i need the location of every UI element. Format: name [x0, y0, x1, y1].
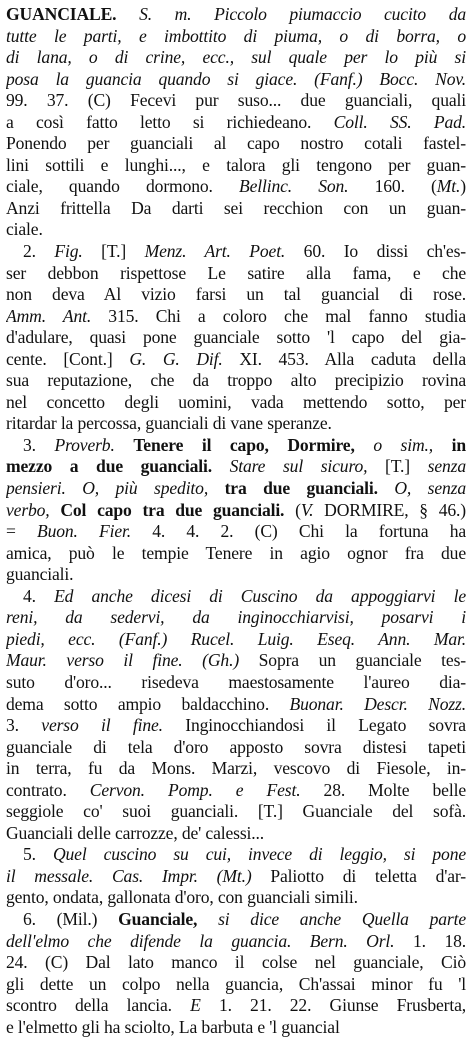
text-line: [6, 241, 466, 263]
text-line: [6, 694, 466, 716]
text-run: [208, 478, 225, 498]
text-line: [6, 349, 466, 371]
text-line: [6, 909, 466, 931]
text-line: [6, 306, 466, 328]
headword: GUANCIALE.: [6, 4, 117, 24]
text-run: Ed anche dicesi di Cuscino da appoggiarvi le: [54, 585, 466, 606]
text-run: 99. 37. (C) Fecevi pur suso... due guanciali, quali: [6, 90, 466, 111]
text-run: Guanciale,: [118, 908, 198, 929]
text-run: tra due guanciali.: [224, 478, 378, 499]
text-line: [6, 90, 466, 112]
text-run: DORMIRE, § 46.): [313, 499, 466, 520]
text-run: [378, 478, 395, 498]
text-run: scontro della lancia.: [6, 995, 191, 1016]
text-run: G. G. Dif.: [129, 348, 223, 369]
text-line: [6, 715, 466, 737]
text-run: Maur. verso il fine. (Gh.): [6, 650, 240, 671]
text-run: Menz. Art. Poet.: [144, 241, 286, 262]
text-run: a così fatto letto si richiedeano.: [6, 111, 334, 132]
text-run: Bellinc. Son.: [238, 176, 349, 197]
text-run: 24. (C) Dal lato manco il colse nel guanciale, Ciò: [6, 952, 466, 973]
text-line: [6, 26, 466, 48]
text-run: reni, da sedervi, da inginocchiarvisi, posarvi i: [6, 607, 466, 628]
text-run: S. m. Piccolo piumaccio cucito da: [139, 4, 466, 24]
text-line: [6, 521, 466, 543]
text-run: pensieri. O, più spedito,: [6, 478, 209, 499]
text-run: Mt.: [436, 176, 461, 197]
text-run: Proverb.: [54, 434, 115, 455]
text-line: [6, 370, 466, 392]
text-run: suto d'oro... risedeva maestosamente l'aureo dia-: [6, 671, 466, 692]
text-run: guanciale di tela d'oro apposto sovra distesi tapeti: [6, 736, 466, 757]
text-run: Fig.: [54, 241, 83, 262]
text-line: [6, 155, 466, 177]
text-run: ser debbon rispettose Le satire alla fama, e che: [6, 262, 466, 283]
text-run: il messale. Cas. Impr. (Mt.): [6, 865, 252, 886]
text-line: [6, 263, 466, 285]
text-line: [6, 737, 466, 759]
text-line: [6, 564, 466, 586]
text-run: dell'elmo che difende la guancia. Bern. Orl.: [6, 930, 395, 951]
text-line: [6, 284, 466, 306]
text-run: sua reputazione, che da troppo alto precipizio rovina: [6, 370, 466, 391]
text-run: [T.]: [82, 241, 145, 262]
text-run: ciale, quando dormono.: [6, 176, 239, 197]
text-line: [6, 931, 466, 953]
text-run: nel concetto degli uomini, vada mettendo sotto, per: [6, 391, 466, 412]
text-run: Cervon. Pomp. e Fest.: [89, 779, 301, 800]
text-run: amica, può le tempie Tenere in agio ognor fra due: [6, 542, 466, 563]
text-run: Sopra un guanciale tes-: [239, 650, 466, 671]
text-run: 160. (: [348, 176, 437, 197]
text-run: verbo,: [6, 499, 50, 520]
text-line: [6, 586, 466, 608]
text-line: [6, 866, 466, 888]
text-run: gli dette un colpo nella guancia, Ch'assai minor fu 'l: [6, 973, 466, 994]
text-run: 6. (Mil.): [23, 908, 119, 929]
text-run: [116, 4, 139, 24]
text-run: (: [284, 499, 301, 520]
text-run: o sim.,: [373, 434, 434, 455]
text-run: [212, 456, 230, 476]
text-line: [6, 69, 466, 91]
text-run: Col capo tra due guanciali.: [60, 499, 285, 520]
text-run: Buonar. Descr. Nozz.: [289, 693, 466, 714]
text-line: [6, 219, 466, 241]
text-run: ciale.: [6, 219, 43, 240]
text-run: e l'elmetto gli ha sciolto, La barbuta e 'l guancial: [6, 1016, 340, 1037]
text-line: [6, 650, 466, 672]
text-run: Paliotto di teletta d'ar-: [251, 865, 466, 886]
text-line: [6, 198, 466, 220]
text-run: piedi, ecc. (Fanf.) Rucel. Luig. Eseq. Ann. Mar.: [6, 628, 466, 649]
text-run: Inginocchiandosi il Legato sovra: [162, 715, 466, 736]
text-run: Anzi frittella Da darti sei recchion con un guan-: [6, 197, 466, 218]
text-run: ritardar la percossa, guanciali di vane speranze.: [6, 413, 332, 434]
text-line: [6, 543, 466, 565]
text-line: [6, 176, 466, 198]
text-line: [6, 823, 466, 845]
text-run: Quel cuscino su cui, invece di leggio, si pone: [52, 844, 466, 865]
text-run: Amm. Ant.: [6, 305, 92, 326]
text-run: gento, ondata, gallonata d'oro, con guanciali simili.: [6, 887, 358, 908]
text-line: [6, 758, 466, 780]
text-line: [6, 456, 466, 478]
text-run: mezzo a due guanciali.: [6, 456, 212, 477]
text-run: 2.: [23, 241, 55, 262]
text-line: [6, 327, 466, 349]
text-line: [6, 801, 466, 823]
text-run: 28. Molte belle: [300, 779, 466, 800]
text-run: guanciali.: [6, 564, 74, 585]
text-run: XI. 453. Alla caduta della: [222, 348, 466, 369]
dictionary-entry-guanciale: [6, 4, 466, 1038]
text-run: dema sotto ampio baldacchino.: [6, 693, 290, 714]
text-run: 3.: [6, 715, 42, 736]
text-line: [6, 1017, 466, 1038]
text-line: [6, 133, 466, 155]
text-run: Ponendo per guanciali al capo nostro cotali fastel-: [6, 133, 466, 154]
text-line: [6, 47, 466, 69]
text-run: posa la guancia quando si giace. (Fanf.) Bocc. Nov.: [6, 68, 466, 89]
text-line: [6, 952, 466, 974]
text-line: [6, 629, 466, 651]
text-run: [50, 500, 61, 520]
text-run: E: [190, 995, 201, 1016]
text-run: Buon. Fier.: [37, 521, 132, 542]
text-run: lini sottili e lunghi..., e talora gli tengono per guan-: [6, 154, 466, 175]
text-line: [6, 478, 466, 500]
text-run: verso il fine.: [41, 715, 163, 736]
text-run: [433, 435, 452, 455]
text-line: [6, 435, 466, 457]
text-line: [6, 844, 466, 866]
text-run: contrato.: [6, 779, 90, 800]
text-run: 4.: [23, 585, 55, 606]
text-line: [6, 887, 466, 909]
text-run: 4. 4. 2. (C) Chi la fortuna ha: [131, 521, 466, 542]
text-run: cente. [Cont.]: [6, 348, 130, 369]
text-run: di lana, o di crine, ecc., sul quale per lo più si: [6, 47, 466, 68]
text-line: [6, 974, 466, 996]
text-run: in terra, fu da Mons. Marzi, vescovo di Fiesole, in-: [6, 758, 466, 779]
text-line: [6, 607, 466, 629]
text-run: [197, 909, 218, 929]
text-run: 1. 18.: [394, 930, 466, 951]
text-run: si dice anche Quella parte: [218, 908, 466, 929]
text-run: tutte le parti, e imbottito di piuma, o di borra, o: [6, 25, 466, 46]
text-run: Stare sul sicuro,: [229, 456, 368, 477]
text-run: Tenere il capo, Dormire,: [133, 434, 355, 455]
text-run: non deva Al vizio farsi un tal guancial di rose.: [6, 284, 466, 305]
text-run: 5.: [23, 844, 53, 865]
text-run: 1. 21. 22. Giunse Frusberta,: [200, 995, 466, 1016]
text-run: 3.: [23, 434, 55, 455]
text-run: in: [451, 434, 466, 455]
text-line: [6, 392, 466, 414]
text-run: ): [460, 176, 466, 197]
text-line: [6, 995, 466, 1017]
text-run: =: [6, 521, 38, 542]
text-run: O, senza: [394, 478, 466, 499]
text-line: [6, 780, 466, 802]
text-run: d'adulare, quasi pone guanciale sotto 'l capo del gia-: [6, 327, 466, 348]
text-line: [6, 500, 466, 522]
text-run: seggiole co' suoi guanciali. [T.] Guanciale del sofà.: [6, 801, 466, 822]
text-run: [355, 435, 374, 455]
text-line: [6, 112, 466, 134]
text-run: 315. Chi a coloro che mal fanno studia: [91, 305, 466, 326]
text-run: senza: [427, 456, 466, 477]
text-run: [115, 435, 134, 455]
text-line: [6, 413, 466, 435]
text-line: [6, 4, 466, 26]
text-line: [6, 672, 466, 694]
text-run: [T.]: [367, 456, 428, 477]
text-run: 60. Io dissi ch'es-: [285, 241, 466, 262]
text-run: Coll. SS. Pad.: [333, 111, 466, 132]
text-run: Guanciali delle carrozze, de' calessi...: [6, 822, 265, 843]
text-run: V.: [300, 499, 314, 520]
